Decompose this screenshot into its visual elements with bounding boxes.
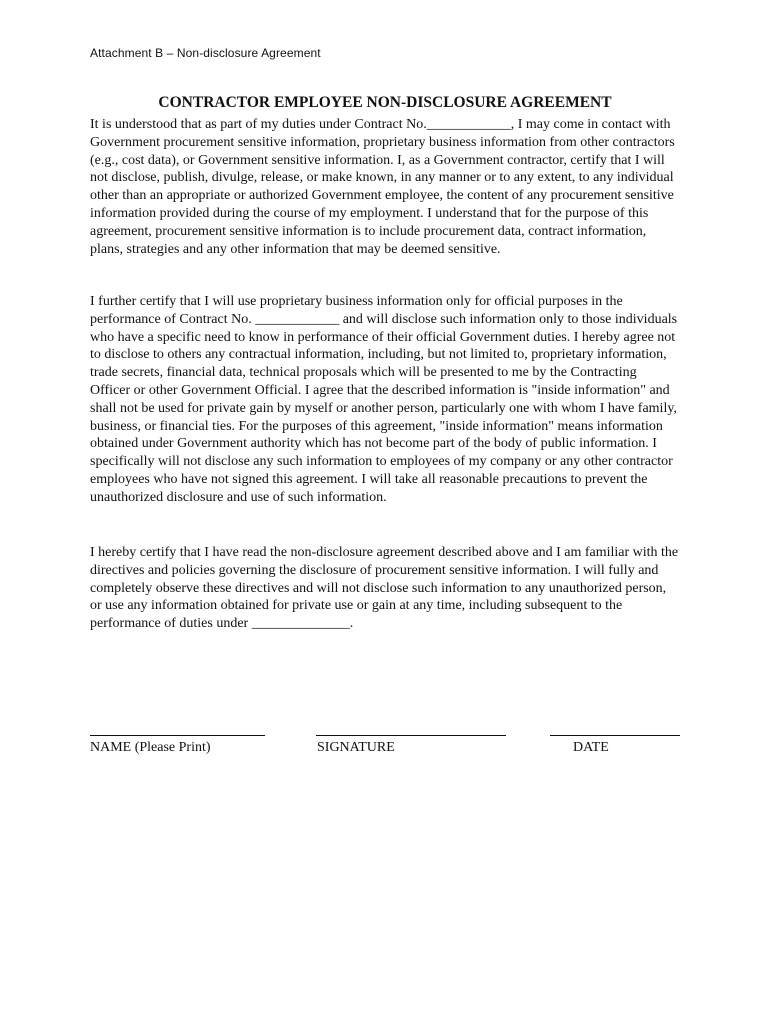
document-title: CONTRACTOR EMPLOYEE NON-DISCLOSURE AGREEMENT [158,94,612,111]
signature-label: SIGNATURE [317,740,395,755]
paragraph-duties: It is understood that as part of my duties under Contract No.____________, I may come in contact with Government procurement sensitive information, proprietary business information from other contractors (e.g., cost data), or Government sensitive information. I, as a Government contractor, certify that I will not disclose, publish, divulge, release, or make known, in any manner or to any extent, to any individual other than an appropriate or authorized Government employee, the content of any procurement sensitive information provided during the course of my employment. I understand that for the purpose of this agreement, procurement sensitive information is to include procurement data, contract information, plans, strategies and any other information that may be deemed sensitive. [90,117,675,257]
page-header: Attachment B – Non-disclosure Agreement [90,46,321,60]
name-signature-line [90,735,265,736]
date-signature-line [550,735,680,736]
date-label: DATE [573,740,609,755]
paragraph-acknowledgement: I hereby certify that I have read the non-disclosure agreement described above and I am familiar with the directives and policies governing the disclosure of procurement sensitive information. I will fully and completely observe these directives and will not disclose such information to any unauthorized person, or use any information obtained for private use or gain at any time, including subsequent to the performance of duties under ______________. [90,545,679,632]
name-label: NAME (Please Print) [90,740,211,755]
signature-line [316,735,506,736]
paragraph-certification: I further certify that I will use proprietary business information only for official purposes in the performance of Contract No. ____________ and will disclose such information only to those individuals who have a specific need to know in performance of their official Government duties. I hereby agree not to disclose to others any contractual information, including, but not limited to, proprietary information, trade secrets, financial data, technical proposals which will be presented to me by the Contracting Officer or other Government Official. I agree that the described information is "inside information" and shall not be used for private gain by myself or another person, particularly one with whom I have family, business, or financial ties. For the purposes of this agreement, "inside information" means information obtained under Government authority which has not become part of the body of public information. I specifically will not disclose any such information to employees of my company or any other contractor employees who have not signed this agreement. I will take all reasonable precautions to prevent the unauthorized disclosure and use of such information. [90,294,678,505]
